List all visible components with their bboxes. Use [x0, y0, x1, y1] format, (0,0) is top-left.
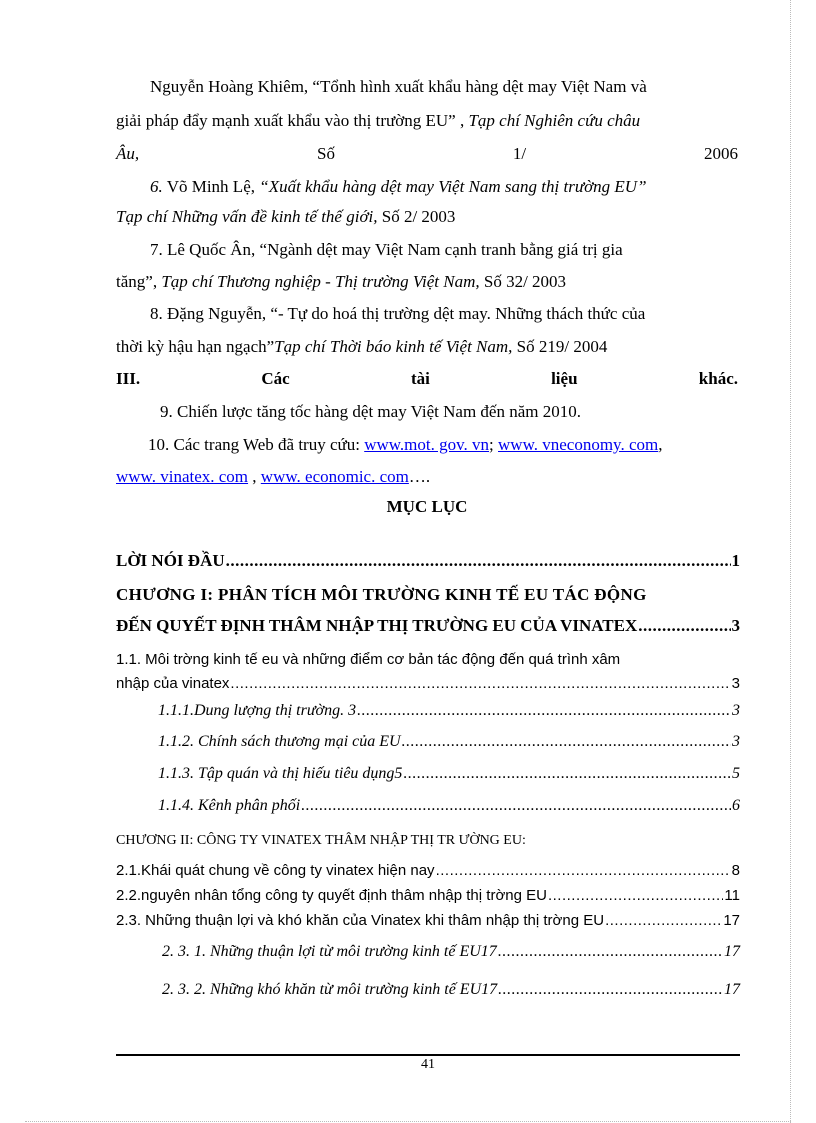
- toc-entry-ch1-line-2[interactable]: ĐẾN QUYẾT ĐỊNH THÂM NHẬP THỊ TRƯỜNG EU CỦA VINATEX ..... 3: [116, 616, 740, 636]
- toc-entry-2-3-2[interactable]: 2. 3. 2. Những khó khăn từ môi trường kinh tế EU17 ..... 17: [162, 981, 740, 999]
- toc-entry-1-1-1[interactable]: 1.1.1.Dung lượng thị trường. 3 ..... 3: [158, 702, 740, 720]
- toc-entry-1-1-4[interactable]: 1.1.4. Kênh phân phối ..... 6: [158, 797, 740, 815]
- ref-7-line-1: 7. Lê Quốc Ân, “Ngành dệt may Việt Nam cạnh tranh bằng giá trị gia: [150, 240, 623, 259]
- link-economic[interactable]: www. economic. com: [260, 467, 409, 486]
- ref-6-line-2: Tạp chí Những vấn đề kinh tế thế giới, Số 2/ 2003: [116, 207, 456, 226]
- page-edge-bottom: [25, 1121, 791, 1122]
- ref-6-line-1: 6. Võ Minh Lệ, “Xuất khẩu hàng dệt may Việt Nam sang thị trường EU”: [150, 177, 647, 196]
- toc-entry-1-1-2[interactable]: 1.1.2. Chính sách thương mại của EU ..... 3: [158, 733, 740, 751]
- ref-7-line-2: tăng”, Tạp chí Thương nghiệp - Thị trường Việt Nam, Số 32/ 2003: [116, 272, 567, 291]
- toc-entry-1-1-line-2[interactable]: nhập của vinatex ..... 3: [116, 675, 740, 692]
- toc-entry-intro[interactable]: LỜI NÓI ĐẦU ..... 1: [116, 551, 740, 571]
- link-vinatex[interactable]: www. vinatex. com: [116, 467, 249, 486]
- ref-8-line-2: thời kỳ hậu hạn ngạch”Tạp chí Thời báo kinh tế Việt Nam, Số 219/ 2004: [116, 337, 608, 356]
- page-number: 41: [421, 1057, 435, 1072]
- toc-entry-ch2[interactable]: CHƯƠNG II: CÔNG TY VINATEX THÂM NHẬP THỊ TR ƯỜNG EU:: [116, 833, 526, 848]
- link-mot[interactable]: www.mot. gov. vn: [364, 435, 490, 454]
- ref-5-line-3: Âu, Số 1/ 2006: [116, 144, 738, 163]
- toc-entry-2-1[interactable]: 2.1.Khái quát chung về công ty vinatex hiện nay ..... 8: [116, 862, 740, 879]
- ref-10-line-2: www. vinatex. com , www. economic. com….: [116, 467, 431, 486]
- toc-entry-1-1-line-1[interactable]: 1.1. Môi trờng kinh tế eu và những điểm cơ bản tác động đến quá trình xâm: [116, 651, 621, 668]
- link-vneconomy[interactable]: www. vneconomy. com: [498, 435, 659, 454]
- toc-entry-2-3[interactable]: 2.3. Những thuận lợi và khó khăn của Vinatex khi thâm nhập thị trờng EU ..... 17: [116, 912, 740, 929]
- ref-5-line-1: Nguyễn Hoàng Khiêm, “Tổnh hình xuất khẩu hàng dệt may Việt Nam và: [150, 77, 647, 96]
- ref-9: 9. Chiến lược tăng tốc hàng dệt may Việt Nam đến năm 2010.: [160, 402, 581, 421]
- ref-8-line-1: 8. Đặng Nguyễn, “- Tự do hoá thị trường dệt may. Những thách thức của: [150, 304, 646, 323]
- ref-5-line-2: giải pháp đẩy mạnh xuất khẩu vào thị trường EU” , Tạp chí Nghiên cứu châu: [116, 111, 641, 130]
- section-iii-heading: III. Các tài liệu khác.: [116, 369, 738, 388]
- toc-entry-1-1-3[interactable]: 1.1.3. Tập quán và thị hiếu tiêu dụng5 ..... 5: [158, 765, 740, 783]
- toc-heading: MỤC LỤC: [386, 497, 468, 516]
- toc-entry-2-3-1[interactable]: 2. 3. 1. Những thuận lợi từ môi trường kinh tế EU17 ..... 17: [162, 943, 740, 961]
- toc-entry-ch1-line-1[interactable]: CHƯƠNG I: PHÂN TÍCH MÔI TRƯỜNG KINH TẾ EU TÁC ĐỘNG: [116, 585, 647, 604]
- toc-entry-2-2[interactable]: 2.2.nguyên nhân tổng công ty quyết định thâm nhập thị trờng EU ..... 11: [116, 887, 740, 904]
- footer-rule: [116, 1054, 740, 1056]
- page-edge-right: [790, 0, 791, 1123]
- ref-10-line-1: 10. Các trang Web đã truy cứu: www.mot. gov. vn; www. vneconomy. com,: [148, 435, 663, 454]
